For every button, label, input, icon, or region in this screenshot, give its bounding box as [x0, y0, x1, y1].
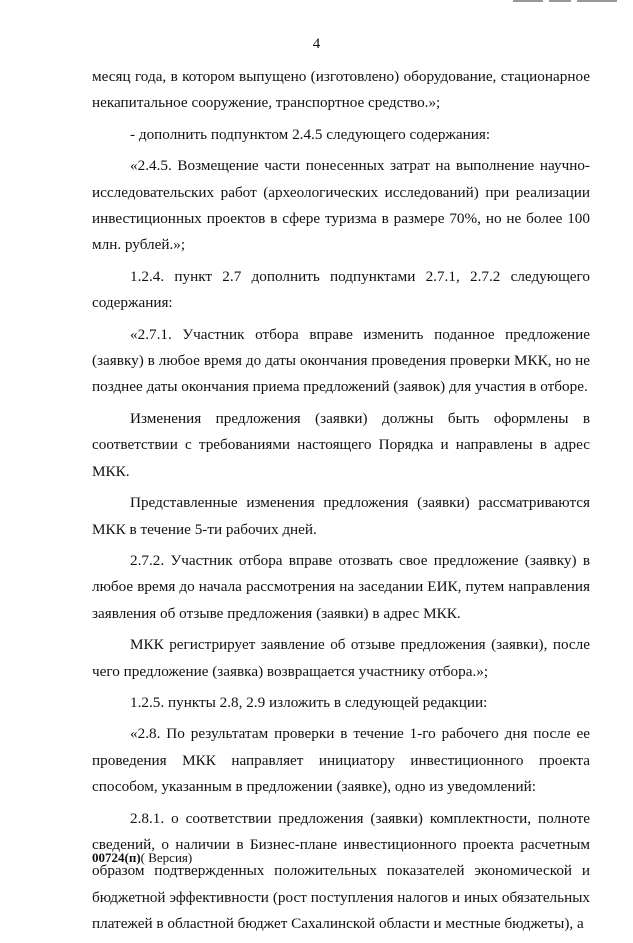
- paragraph: Представленные изменения предложения (заявки) рассматриваются МКК в течение 5-ти рабочих дней.: [92, 494, 590, 538]
- paragraph: «2.7.1. Участник отбора вправе изменить поданное предложение (заявку) в любое время до даты окончания проведения проверки МКК, но не позднее даты окончания приема предложений (заявок) для участия в отборе.: [92, 325, 590, 396]
- paragraph: месяц года, в котором выпущено (изготовлено) оборудование, стационарное некапитальное сооружение, транспортное средство.»;: [92, 68, 590, 112]
- paragraph: «2.4.5. Возмещение части понесенных затрат на выполнение научно-исследовательских работ (археологических исследований) при реализации инвестиционных проектов в сфере туризма в размере 70%, но не более 100 млн. рублей.»;: [92, 157, 590, 254]
- paragraph: 1.2.5. пункты 2.8, 2.9 изложить в следующей редакции:: [130, 693, 488, 711]
- document-version: ( Версия): [140, 850, 193, 865]
- paragraph: МКК регистрирует заявление об отзыве предложения (заявки), после чего предложение (заявка) возвращается участнику отбора.»;: [92, 636, 590, 680]
- page-number: 4: [312, 36, 321, 52]
- document-body: [92, 64, 590, 943]
- document-footer: [92, 850, 192, 866]
- paragraph: 1.2.4. пункт 2.7 дополнить подпунктами 2.7.1, 2.7.2 следующего содержания:: [92, 267, 590, 312]
- document-code: 00724(п): [92, 850, 141, 865]
- paragraph: - дополнить подпунктом 2.4.5 следующего содержания:: [130, 125, 491, 143]
- paragraph: 2.8.1. о соответствии предложения (заявки) комплектности, полноте сведений, о наличии в Бизнес-плане инвестиционного проекта расчетным образом подтвержденных положительных показателей экономической и бюджетной эффективности (рост поступления налогов и иных обязательных платежей в областной бюджет Сахалинской области и местные бюджеты), а: [92, 809, 590, 933]
- paragraph: Изменения предложения (заявки) должны быть оформлены в соответствии с требованиями настоящего Порядка и направлены в адрес МКК.: [92, 409, 590, 480]
- paragraph: 2.7.2. Участник отбора вправе отозвать свое предложение (заявку) в любое время до начала рассмотрения на заседании ЕИК, путем направления заявления об отзыве предложения (заявки) в адрес МКК.: [92, 551, 590, 622]
- scan-artifact: [513, 0, 623, 3]
- paragraph: «2.8. По результатам проверки в течение 1-го рабочего дня после ее проведения МКК направляет инициатору инвестиционного проекта способом, указанным в предложении (заявке), одно из уведомлений:: [92, 725, 590, 796]
